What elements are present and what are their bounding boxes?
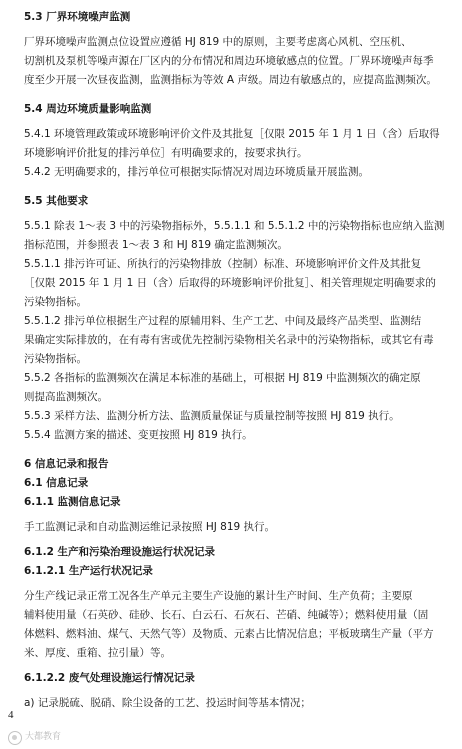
section-heading: 5.4 周边环境质量影响监测 bbox=[24, 103, 152, 115]
spacer bbox=[24, 182, 444, 192]
paragraph-line: 污染物指标。 bbox=[24, 353, 87, 365]
paragraph-line: 体燃料、燃料油、煤气、天然气等）及物质、元素占比情况信息；平板玻璃生产量（平方 bbox=[24, 628, 434, 640]
section-heading: 6 信息记录和报告 bbox=[24, 458, 109, 470]
paragraph-line: 5.4.2 无明确要求的，排污单位可根据实际情况对周边环境质量开展监测。 bbox=[24, 166, 370, 178]
document-body bbox=[24, 8, 444, 713]
paragraph-line: 切割机及泵机等噪声源在厂区内的分布情况和周边环境敏感点的位置。厂界环境噪声每季 bbox=[24, 55, 434, 67]
paragraph-line: 5.5.3 采样方法、监测分析方法、监测质量保证与质量控制等按照 HJ 819 执行。 bbox=[24, 410, 400, 422]
paragraph-line: 环境影响评价批复的排污单位］有明确要求的，按要求执行。 bbox=[24, 147, 308, 159]
section-heading: 6.1.2.1 生产运行状况记录 bbox=[24, 565, 153, 577]
paragraph-line: 指标范围，并参照表 1～表 3 和 HJ 819 确定监测频次。 bbox=[24, 239, 288, 251]
paragraph-line: 5.5.4 监测方案的描述、变更按照 HJ 819 执行。 bbox=[24, 429, 253, 441]
spacer bbox=[24, 90, 444, 100]
paragraph-line: 5.5.1.2 排污单位根据生产过程的原辅用料、生产工艺、中间及最终产品类型、监测结 bbox=[24, 315, 422, 327]
paragraph-line: a) 记录脱硫、脱硝、除尘设备的工艺、投运时间等基本情况； bbox=[24, 697, 311, 709]
spacer bbox=[24, 445, 444, 455]
section-heading: 6.1.2.2 废气处理设施运行情况记录 bbox=[24, 672, 195, 684]
paragraph-line: 厂界环境噪声监测点位设置应遵循 HJ 819 中的原则，主要考虑离心风机、空压机、 bbox=[24, 36, 412, 48]
paragraph-line: 辅料使用量（石英砂、硅砂、长石、白云石、石灰石、芒硝、纯碱等）；燃料使用量（固 bbox=[24, 609, 429, 621]
paragraph-line: 手工监测记录和自动监测运维记录按照 HJ 819 执行。 bbox=[24, 521, 276, 533]
paragraph-line: 5.5.1 除表 1～表 3 中的污染物指标外，5.5.1.1 和 5.5.1.2 中的污染物指标也应纳入监测 bbox=[24, 220, 445, 232]
section-heading: 6.1 信息记录 bbox=[24, 477, 89, 489]
paragraph-line: 分生产线记录正常工况各生产单元主要生产设施的累计生产时间、生产负荷；主要原 bbox=[24, 590, 413, 602]
paragraph-line: 度至少开展一次昼夜监测，监测指标为等效 A 声级。周边有敏感点的，应提高监测频次。 bbox=[24, 74, 437, 86]
paragraph-line: 5.5.1.1 排污许可证、所执行的污染物排放（控制）标准、环境影响评价文件及其批复 bbox=[24, 258, 422, 270]
paragraph-line: 果确定实际排放的，在有毒有害或优先控制污染物相关名录中的污染物指标，或其它有毒 bbox=[24, 334, 434, 346]
paragraph-line: 则提高监测频次。 bbox=[24, 391, 108, 403]
section-heading: 5.5 其他要求 bbox=[24, 195, 89, 207]
paragraph-line: 5.5.2 各指标的监测频次在满足本标准的基础上，可根据 HJ 819 中监测频次的确定原 bbox=[24, 372, 421, 384]
watermark-logo-icon bbox=[8, 731, 22, 745]
section-heading: 5.3 厂界环境噪声监测 bbox=[24, 11, 131, 23]
paragraph-line: 5.4.1 环境管理政策或环境影响评价文件及其批复［仅限 2015 年 1 月 1 日（含）后取得 bbox=[24, 128, 440, 140]
section-heading: 6.1.1 监测信息记录 bbox=[24, 496, 121, 508]
paragraph-line: 米、厚度、重箱、拉引量）等。 bbox=[24, 647, 171, 659]
section-heading: 6.1.2 生产和污染治理设施运行状况记录 bbox=[24, 546, 216, 558]
page-number: 4 bbox=[8, 709, 14, 721]
paragraph-line: ［仅限 2015 年 1 月 1 日（含）后取得的环境影响评价批复］、相关管理规定明确要求的 bbox=[24, 277, 436, 289]
watermark-text: 大都教育 bbox=[25, 732, 62, 742]
watermark bbox=[8, 728, 61, 747]
paragraph-line: 污染物指标。 bbox=[24, 296, 87, 308]
